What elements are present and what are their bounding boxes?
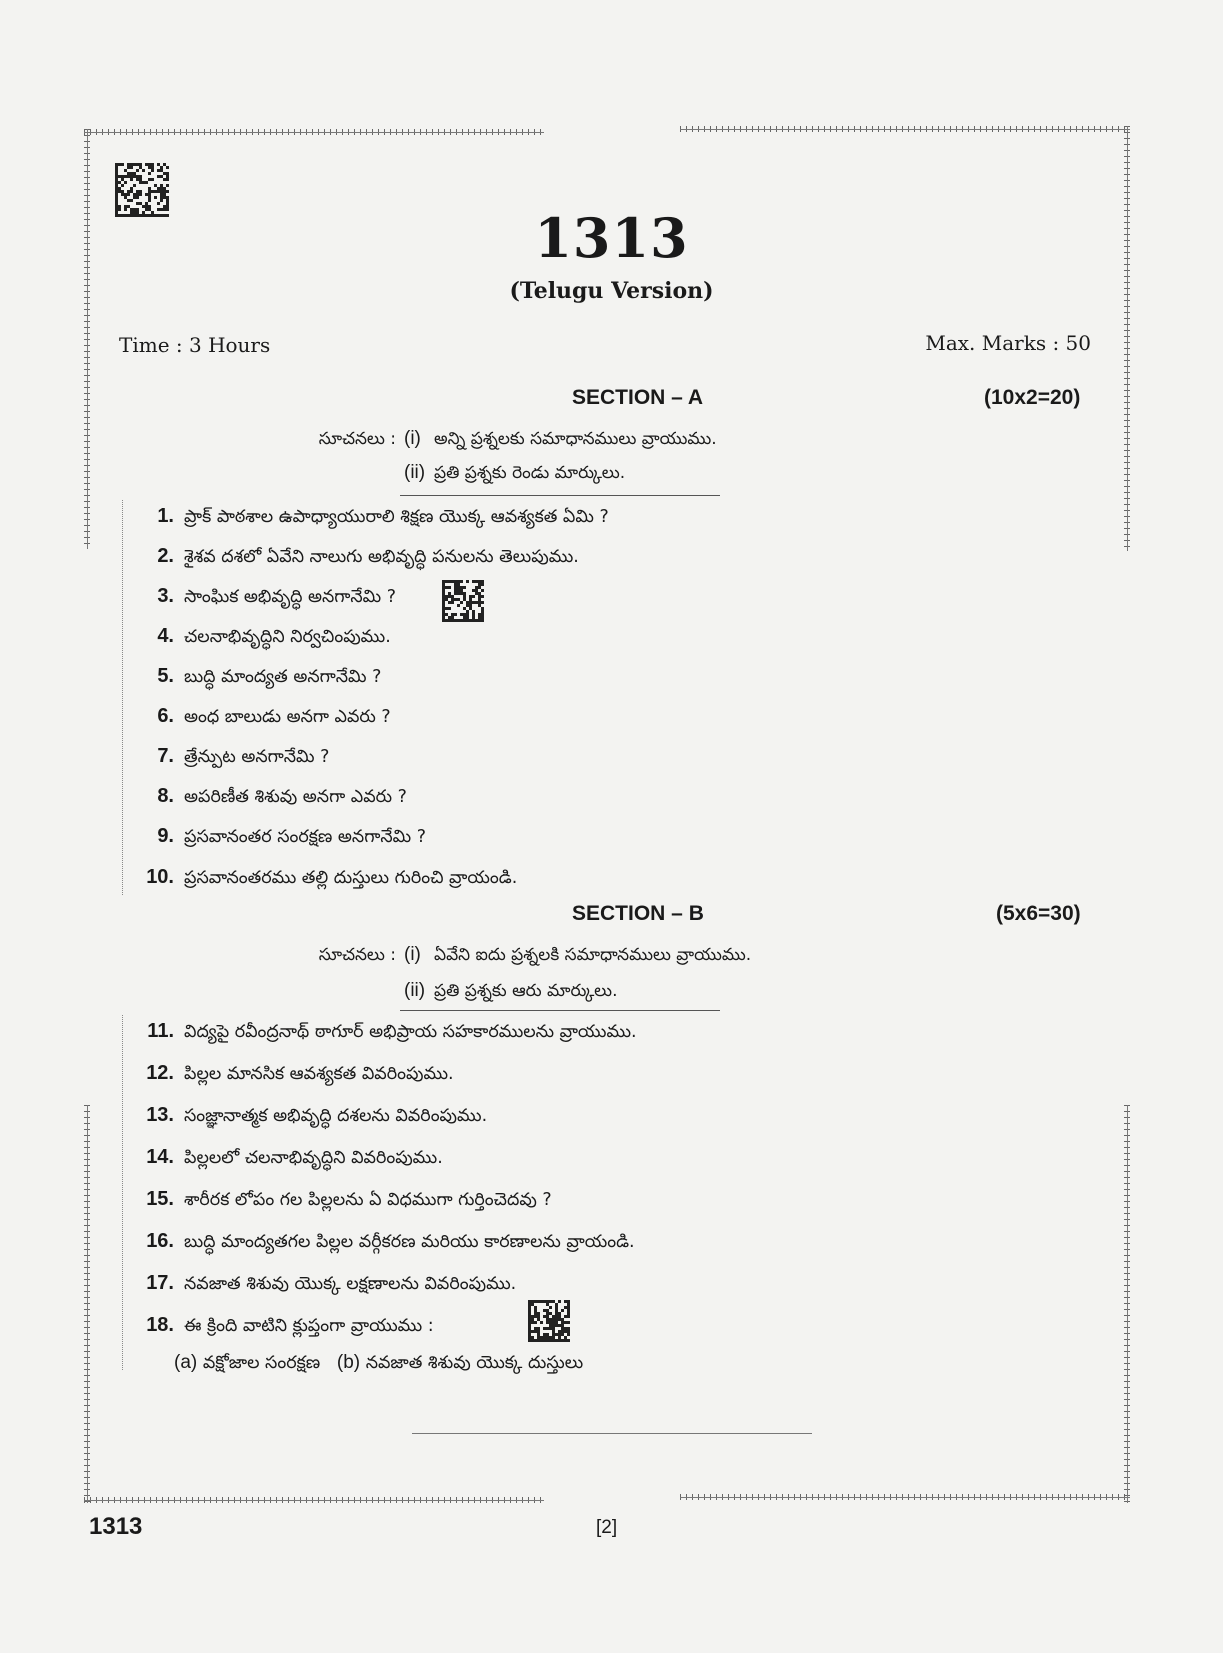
section-a-marks: (10x2=20) <box>984 386 1081 409</box>
margin-line <box>122 1015 123 1370</box>
question-item: 8. అపరిణీత శిశువు అనగా ఎవరు ? <box>157 785 407 807</box>
question-item: 16. బుద్ధి మాంద్యతగల పిల్లల వర్గీకరణ మరియు కారణాలను వ్రాయండి. <box>146 1230 635 1252</box>
border-bottom-right <box>680 1494 1130 1500</box>
border-top-right <box>680 126 1130 132</box>
question-item: 2. శైశవ దశలో ఏవేని నాలుగు అభివృద్ధి పనులను తెలుపుము. <box>157 545 579 567</box>
question-item: 18. ఈ క్రింది వాటిని క్లుప్తంగా వ్రాయుము : <box>146 1314 434 1336</box>
divider <box>400 1010 720 1011</box>
border-bottom-left <box>84 1497 544 1503</box>
question-item: 7. త్రేన్పుట అనగానేమి ? <box>157 745 330 767</box>
paper-code-title: 1313 <box>534 206 689 270</box>
instructions-label: సూచనలు : <box>318 945 396 965</box>
section-a-title: SECTION – A <box>572 386 704 409</box>
question-item: 13. సంజ్ఞానాత్మక అభివృద్ధి దశలను వివరింపుము. <box>146 1104 488 1126</box>
question-item: 15. శారీరక లోపం గల పిల్లలను ఏ విధముగా గుర్తించెదవు ? <box>146 1188 552 1210</box>
border-top-left <box>84 129 544 135</box>
question-item: 6. అంధ బాలుడు అనగా ఎవరు ? <box>157 705 391 727</box>
instructions-label: సూచనలు : <box>318 429 396 449</box>
border-right-top <box>1124 126 1130 551</box>
question-item: 1. ప్రాక్ పాఠశాల ఉపాధ్యాయురాలి శిక్షణ యొక్క ఆవశ్యకత ఏమి ? <box>157 505 609 527</box>
question-item: 17. నవజాత శిశువు యొక్క లక్షణాలను వివరింపుము. <box>146 1272 517 1294</box>
footer-paper-code: 1313 <box>89 1513 143 1540</box>
section-b-title: SECTION – B <box>572 902 704 925</box>
border-left-top <box>84 129 90 549</box>
question-item: 11. విద్యపై రవీంద్రనాథ్ ఠాగూర్ అభిప్రాయ సహకారములను వ్రాయుము. <box>147 1020 637 1042</box>
question-item: 10. ప్రసవానంతరము తల్లి దుస్తులు గురించి వ్రాయండి. <box>146 866 518 888</box>
q18-sub-parts: (a) వక్షోజాల సంరక్షణ (b) నవజాత శిశువు యొక్క దుస్తులు <box>174 1352 584 1373</box>
section-a-instruction-1: సూచనలు : (i) అన్ని ప్రశ్నలకు సమాధానములు వ్రాయుము. <box>280 428 717 453</box>
qr-code-icon <box>528 1300 570 1342</box>
section-b-instruction-1: సూచనలు : (i) ఏవేని ఐదు ప్రశ్నలకి సమాధానములు వ్రాయుము. <box>280 944 751 969</box>
section-b-instruction-2: (ii) ప్రతి ప్రశ్నకు ఆరు మార్కులు. <box>404 980 618 1001</box>
max-marks: Max. Marks : 50 <box>925 331 1091 355</box>
divider <box>400 495 720 496</box>
question-item: 4. చలనాభివృద్ధిని నిర్వచింపుము. <box>157 625 391 647</box>
question-item: 9. ప్రసవానంతర సంరక్షణ అనగానేమి ? <box>157 825 426 847</box>
question-item: 3. సాంఘిక అభివృద్ధి అనగానేమి ? <box>157 585 397 607</box>
section-b-marks: (5x6=30) <box>996 902 1081 925</box>
question-item: 5. బుద్ధి మాంద్యత అనగానేమి ? <box>157 665 382 687</box>
qr-code-icon <box>442 580 484 622</box>
section-a-instruction-2: (ii) ప్రతి ప్రశ్నకు రెండు మార్కులు. <box>404 462 626 483</box>
time-allowed: Time : 3 Hours <box>119 333 271 357</box>
version-subtitle: (Telugu Version) <box>509 278 714 304</box>
question-item: 14. పిల్లలలో చలనాభివృద్ధిని వివరింపుము. <box>146 1146 443 1168</box>
page-number: [2] <box>596 1517 618 1538</box>
question-item: 12. పిల్లల మానసిక ఆవశ్యకత వివరింపుము. <box>146 1062 454 1084</box>
end-divider <box>412 1433 812 1434</box>
margin-line <box>122 500 123 895</box>
border-right-bottom <box>1124 1105 1130 1503</box>
border-left-bottom <box>84 1105 90 1503</box>
